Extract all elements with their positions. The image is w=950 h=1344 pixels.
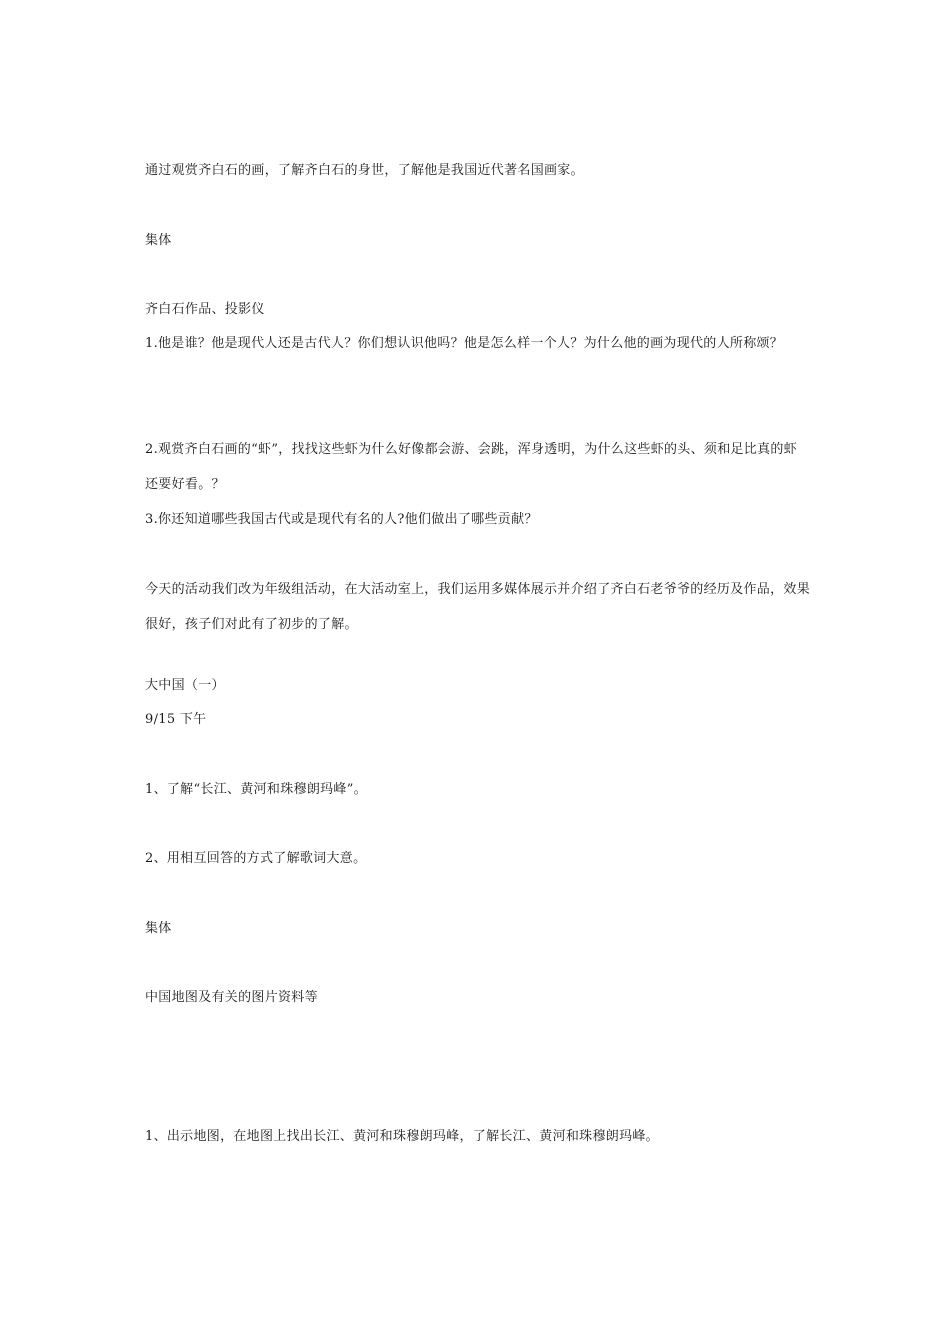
- activity-step-2: 2.观赏齐白石画的“虾”，找找这些虾为什么好像都会游、会跳，浑身透明，为什么这些虾的头、须和足比真的虾还要好看。？: [145, 442, 797, 492]
- activity-step-3: 3.你还知道哪些我国古代或是现代有名的人?他们做出了哪些贡献？: [145, 512, 538, 527]
- lesson-goal-1: 1、了解“长江、黄河和珠穆朗玛峰”。: [145, 782, 367, 797]
- activity-goal: 通过观赏齐白石的画，了解齐白石的身世，了解他是我国近代著名国画家。: [145, 163, 584, 178]
- lesson-materials: 中国地图及有关的图片资料等: [145, 990, 318, 1005]
- lesson-form: 集体: [145, 921, 172, 936]
- lesson-step-1: 1、出示地图，在地图上找出长江、黄河和珠穆朗玛峰，了解长江、黄河和珠穆朗玛峰。: [145, 1129, 659, 1144]
- lesson-date: 9/15 下午: [145, 712, 207, 727]
- lesson-goal-2: 2、用相互回答的方式了解歌词大意。: [145, 851, 367, 866]
- activity-materials: 齐白石作品、投影仪: [145, 302, 265, 317]
- activity-form: 集体: [145, 233, 172, 248]
- activity-step-1: 1.他是谁？他是现代人还是古代人？你们想认识他吗？他是怎么样一个人？为什么他的画为现代的人所称颂？: [145, 336, 784, 351]
- activity-reflection: 今天的活动我们改为年级组活动，在大活动室上，我们运用多媒体展示并介绍了齐白石老爷爷的经历及作品，效果很好，孩子们对此有了初步的了解。: [145, 582, 811, 632]
- lesson-title: 大中国（一）: [145, 678, 225, 693]
